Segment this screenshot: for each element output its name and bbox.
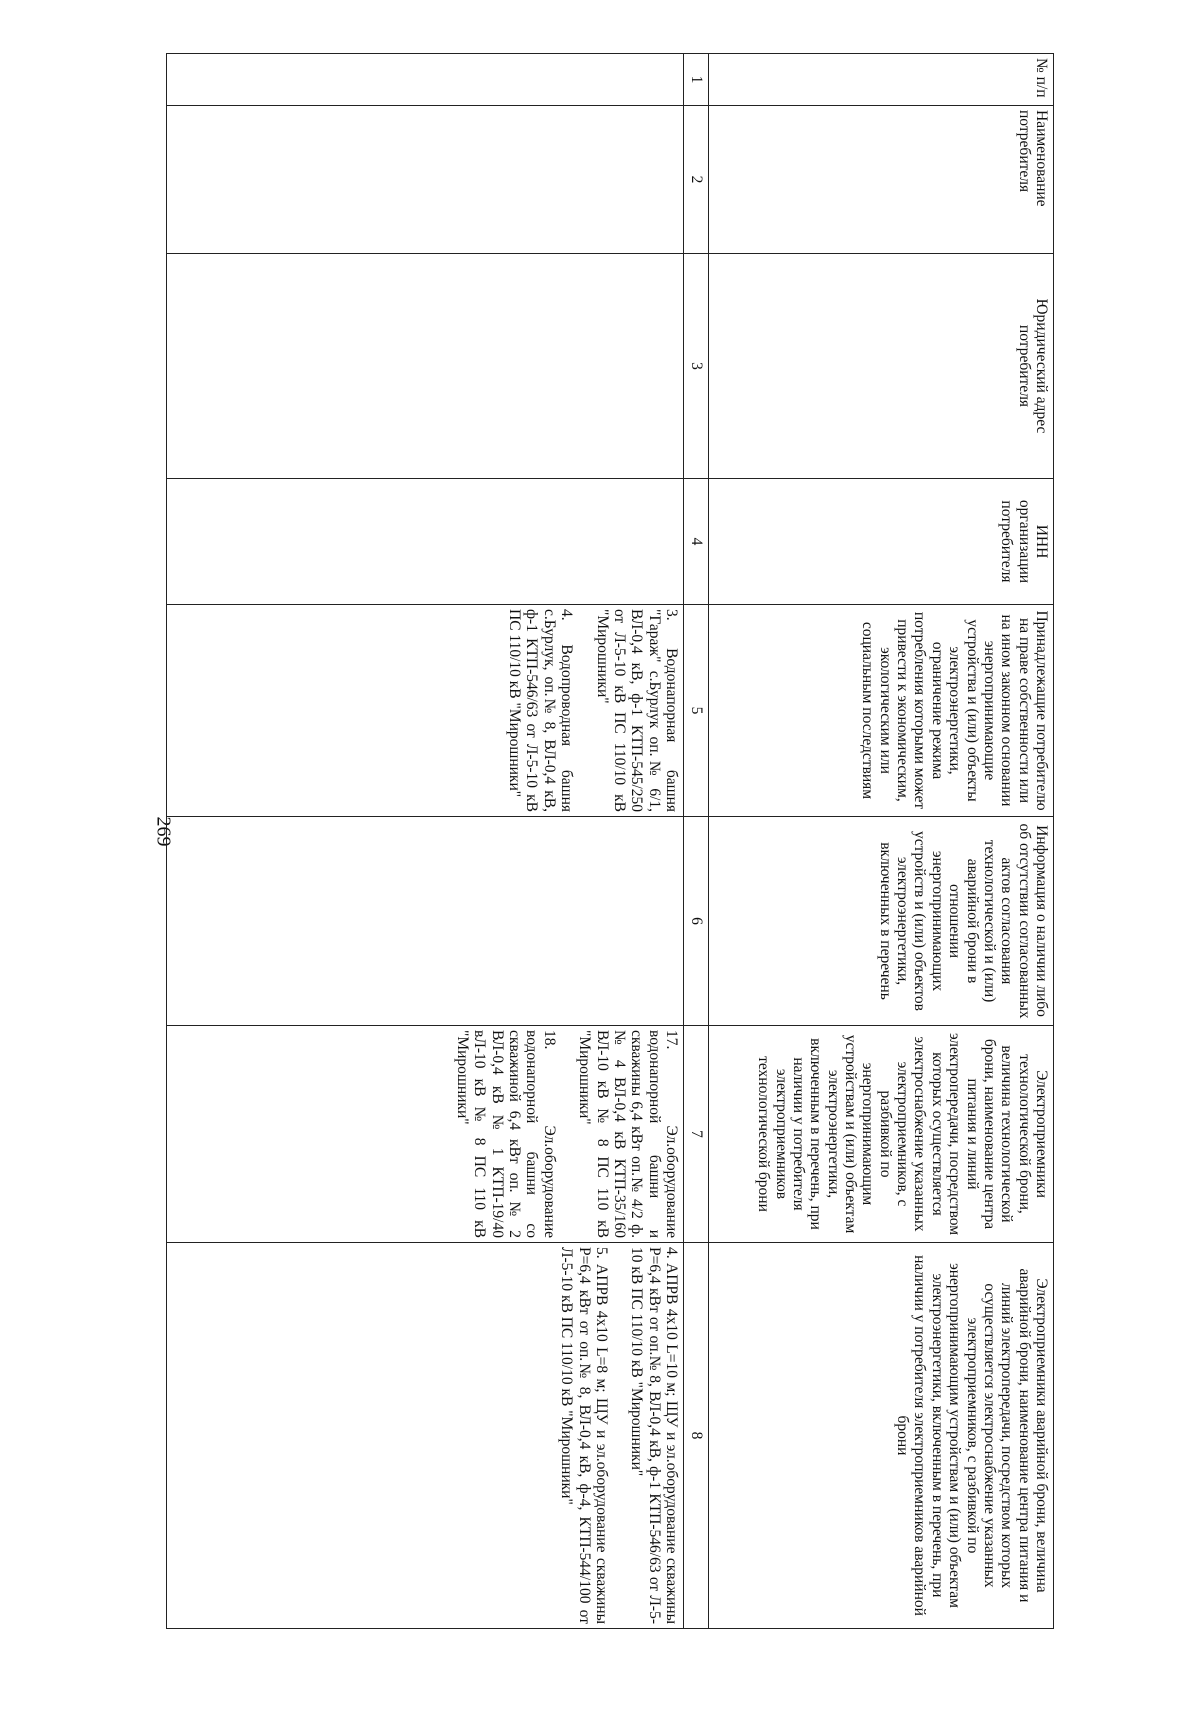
cell-reservation-acts: [167, 817, 684, 1026]
column-number: 8: [684, 1243, 709, 1629]
emergency-reserve-entry: 4. АПРВ 4х10 L=10 м; ЩУ и эл.оборудование скважины Р=6,4 кВт от оп.№ 8, ВЛ-0,4 кВ, ф-1 КТП-546/63 от Л-5-10 кВ ПС 110/10 кВ "Мирошники": [628, 1247, 680, 1624]
cell-num: [167, 54, 684, 106]
header-num: № п/п: [709, 54, 1054, 106]
cell-legal-address: [167, 254, 684, 479]
device-entry: 4. Водопроводная башня с.Бурлук, оп.№ 8, ВЛ-0,4 кВ, ф-1 КТП-546/63 от Л-5-10 кВ ПС 110/10 кВ "Мирошники": [506, 609, 576, 812]
cell-inn: [167, 479, 684, 605]
device-entry: 3. Водонапорная башня "Гараж" с.Бурлук оп.№ 6/1, ВЛ-0,4 кВ, ф-1 КТП-545/250 от Л-5-10 кВ ПС 110/10 кВ "Мирошники": [593, 609, 680, 812]
header-legal-address: Юридический адрес потребителя: [709, 254, 1054, 479]
header-inn: ИНН организации потребителя: [709, 479, 1054, 605]
column-number: 5: [684, 605, 709, 817]
consumers-table: [166, 53, 1054, 1629]
column-number: 4: [684, 479, 709, 605]
tech-reserve-entry: 17. Эл.оборудование водонапорной башни и скважины 6,4 кВт оп.№ 4/2 ф. № 4 ВЛ-0,4 кВ КТП-35/160 ВЛ-10 кВ № 8 ПС 110 кВ "Мирошники": [576, 1030, 680, 1238]
column-number: 7: [684, 1026, 709, 1243]
column-number: 2: [684, 106, 709, 254]
column-number: 1: [684, 54, 709, 106]
cell-consumer-name: [167, 106, 684, 254]
header-row: [709, 54, 1054, 1629]
page-number: 269: [152, 816, 175, 847]
header-devices: Принадлежащие потребителю на праве собственности или на ином законном основании энергопринимающие устройства и (или) объекты электроэнергетики, ограничение режима потребления которыми может привести к экономическим, экологическим или социальным последствиям: [709, 605, 1054, 817]
header-technological-reserve: Электроприемники технологической брони, величина технологической брони, наименование центра питания и линий электропередачи, посредством которых осуществляется электроснабжение указанных электроприемников, с разбивкой по энергопринимающим устройствам и (или) объектам электроэнергетики, включенным в перечень, при наличии у потребителя электроприемников технологической брони: [709, 1026, 1054, 1243]
cell-devices: [167, 605, 684, 817]
column-number-row: [684, 54, 709, 1629]
header-consumer-name: Наименование потребителя: [709, 106, 1054, 254]
cell-technological-reserve: [167, 1026, 684, 1243]
emergency-reserve-entry: 5. АПРВ 4х10 L=8 м; ЩУ и эл.оборудование скважины Р=6,4 кВт от оп.№ 8, ВЛ-0,4 кВ, ф-4, КТП-544/100 от Л-5-10 кВ ПС 110/10 кВ "Мирошники": [558, 1247, 610, 1624]
column-number: 6: [684, 817, 709, 1026]
column-number: 3: [684, 254, 709, 479]
cell-emergency-reserve: [167, 1243, 684, 1629]
header-emergency-reserve: Электроприемники аварийной брони, величина аварийной брони, наименование центра питания и линий электропередачи, посредством которых осуществляется электроснабжение указанных электроприемников, с разбивкой по энергопринимающим устройствам и (или) объектам электроэнергетики, включенным в перечень, при наличии у потребителя электроприемников аварийной брони: [709, 1243, 1054, 1629]
rotated-table-container: [166, 53, 1054, 1628]
header-reservation-acts: Информация о наличии либо об отсутствии согласованных актов согласования технологической и (или) аварийной брони в отношении энергопринимающих устройств и (или) объектов электроэнергетики, включенных в перечень: [709, 817, 1054, 1026]
table-row: [167, 54, 684, 1629]
tech-reserve-entry: 18. Эл.оборудование водонапорной башни со скважиной 6,4 кВт оп. № 2 ВЛ-0,4 кВ № 1 КТП-19/40 вЛ-10 кВ № 8 ПС 110 кВ "Мирошники": [454, 1030, 558, 1238]
